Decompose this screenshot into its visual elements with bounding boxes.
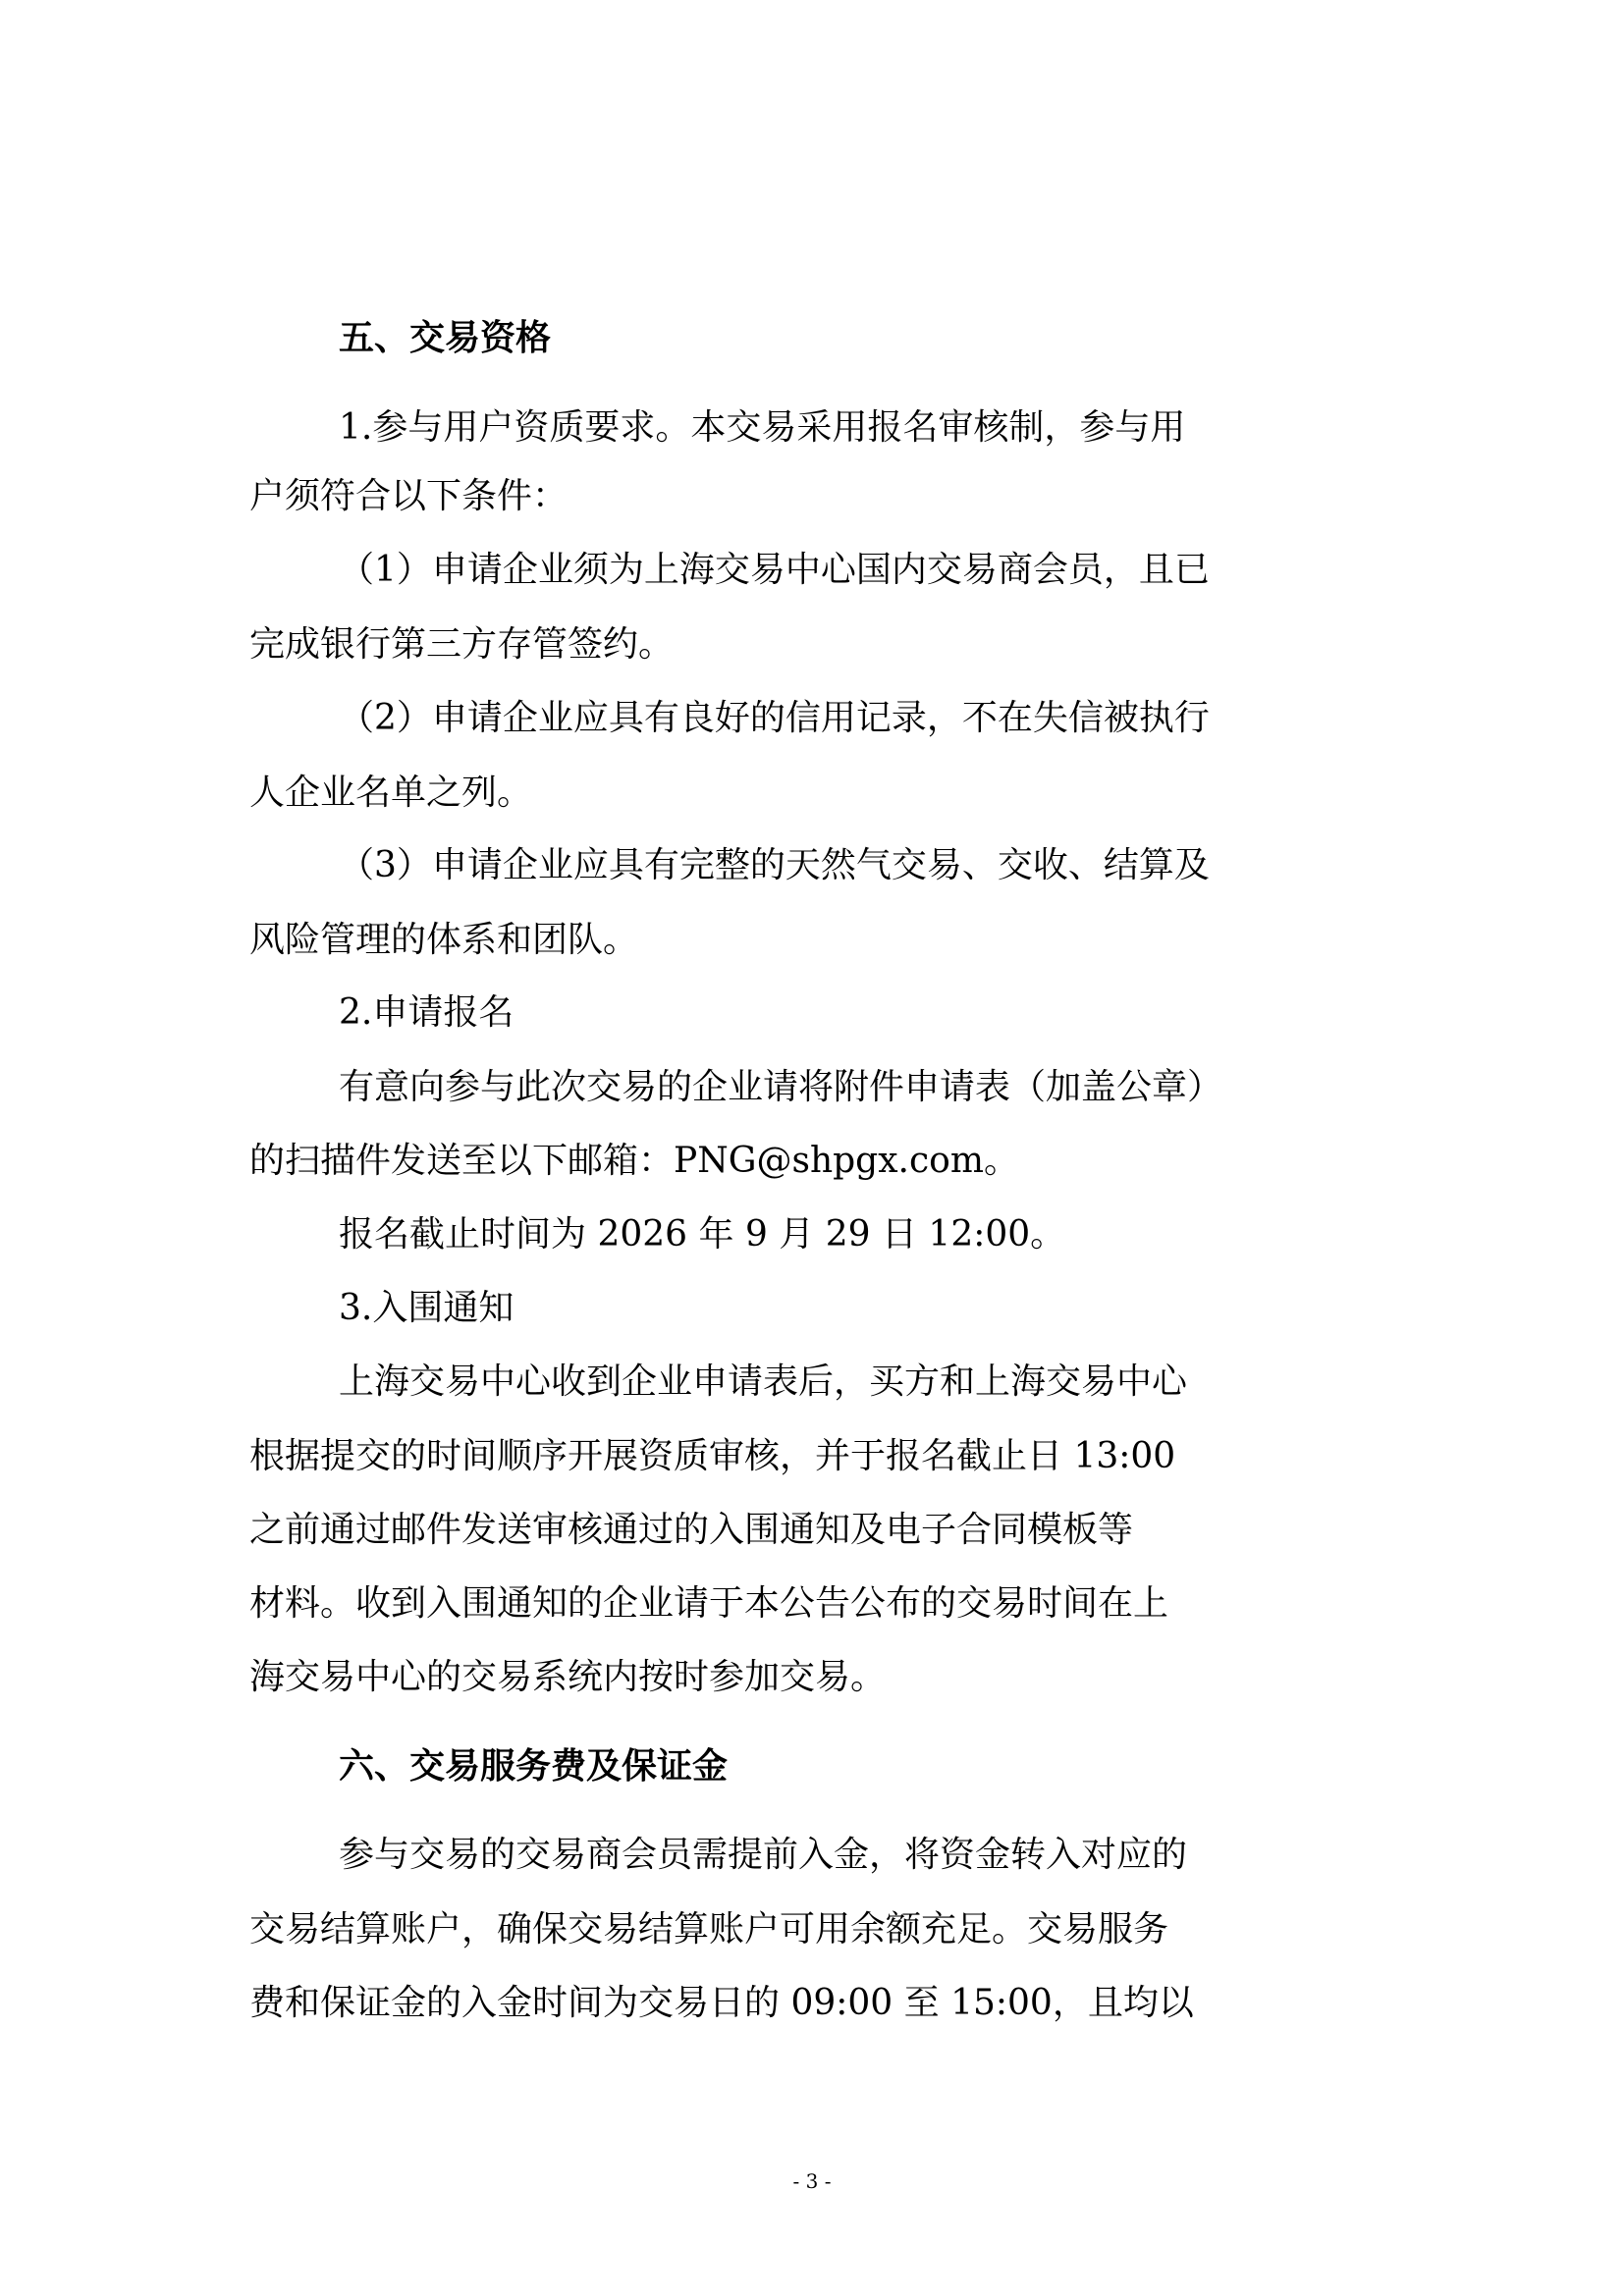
item-3-line-2: 根据提交的时间顺序开展资质审核，并于报名截止日 13:00 — [249, 1436, 1176, 1476]
condition-3-line-2: 风险管理的体系和团队。 — [249, 920, 639, 960]
condition-2-line-1: （2）申请企业应具有良好的信用记录，不在失信被执行 — [339, 698, 1210, 738]
section-5-heading: 五、交易资格 — [339, 318, 552, 358]
item-1-line-1: 1.参与用户资质要求。本交易采用报名审核制，参与用 — [339, 407, 1186, 448]
section-6-line-3: 费和保证金的入金时间为交易日的 09:00 至 15:00，且均以 — [249, 1983, 1194, 2023]
item-2-line-2: 的扫描件发送至以下邮箱：PNG@shpgx.com。 — [249, 1141, 1019, 1181]
page-number: - 3 - — [792, 2169, 832, 2193]
item-3-title: 3.入围通知 — [339, 1288, 514, 1328]
condition-1-line-2: 完成银行第三方存管签约。 — [249, 624, 675, 665]
section-6-line-1: 参与交易的交易商会员需提前入金，将资金转入对应的 — [339, 1835, 1188, 1875]
item-3-line-3: 之前通过邮件发送审核通过的入围通知及电子合同模板等 — [249, 1510, 1134, 1550]
item-2-line-1: 有意向参与此次交易的企业请将附件申请表（加盖公章） — [339, 1067, 1223, 1107]
condition-2-line-2: 人企业名单之列。 — [249, 773, 533, 813]
condition-3-line-1: （3）申请企业应具有完整的天然气交易、交收、结算及 — [339, 845, 1210, 885]
item-3-line-1: 上海交易中心收到企业申请表后，买方和上海交易中心 — [339, 1362, 1188, 1402]
item-3-line-5: 海交易中心的交易系统内按时参加交易。 — [249, 1657, 887, 1697]
item-3-line-4: 材料。收到入围通知的企业请于本公告公布的交易时间在上 — [249, 1583, 1169, 1624]
item-1-line-2: 户须符合以下条件： — [249, 476, 568, 516]
item-2-deadline: 报名截止时间为 2026 年 9 月 29 日 12:00。 — [339, 1214, 1066, 1255]
section-6-heading: 六、交易服务费及保证金 — [339, 1746, 729, 1787]
section-6-line-2: 交易结算账户，确保交易结算账户可用余额充足。交易服务 — [249, 1909, 1169, 1949]
item-2-title: 2.申请报名 — [339, 992, 514, 1033]
condition-1-line-1: （1）申请企业须为上海交易中心国内交易商会员，且已 — [339, 550, 1210, 590]
